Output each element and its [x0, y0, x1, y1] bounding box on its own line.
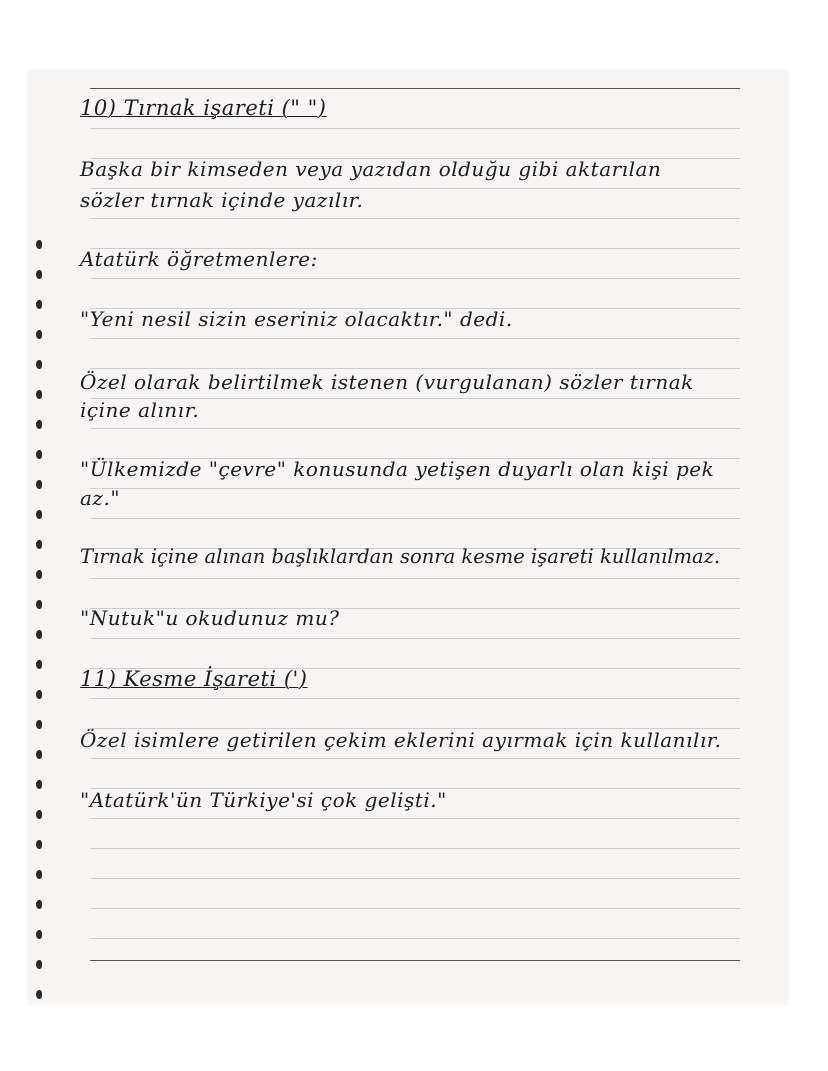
rule-line [90, 848, 740, 849]
rule-line [90, 488, 740, 489]
binding-hole [36, 810, 42, 819]
binding-hole [36, 630, 42, 639]
binding-hole [36, 360, 42, 369]
binding-hole [36, 990, 42, 999]
note-line: sözler tırnak içinde yazılır. [80, 188, 364, 212]
binding-hole [36, 510, 42, 519]
binding-hole [36, 840, 42, 849]
binding-hole [36, 660, 42, 669]
rule-line [90, 578, 740, 579]
rule-line [90, 518, 740, 519]
binding-hole [36, 480, 42, 489]
binding-hole [36, 240, 42, 249]
rule-line [90, 338, 740, 339]
binding-hole [36, 540, 42, 549]
section-heading-apostrophe: 11) Kesme İşareti (') [80, 667, 308, 691]
note-line: Atatürk öğretmenlere: [80, 247, 318, 271]
rule-line [90, 368, 740, 369]
binding-hole [36, 600, 42, 609]
note-line: Tırnak içine alınan başlıklardan sonra kesme işareti kullanılmaz. [80, 545, 721, 568]
note-line: Özel isimlere getirilen çekim eklerini ayırmak için kullanılır. [80, 728, 722, 752]
binding-hole [36, 930, 42, 939]
note-line: Özel olarak belirtilmek istenen (vurgulanan) sözler tırnak [80, 370, 694, 394]
example-line: "Ülkemizde "çevre" konusunda yetişen duyarlı olan kişi pek [80, 457, 715, 481]
rule-line [90, 878, 740, 879]
note-line: Başka bir kimseden veya yazıdan olduğu gibi aktarılan [80, 157, 662, 181]
rule-line [90, 218, 740, 219]
rule-line [90, 938, 740, 939]
binding-hole [36, 690, 42, 699]
binding-hole [36, 450, 42, 459]
rule-line [90, 128, 740, 129]
example-line: "Atatürk'ün Türkiye'si çok gelişti." [80, 788, 447, 812]
rule-line [90, 428, 740, 429]
binding-hole [36, 390, 42, 399]
rule-line [90, 278, 740, 279]
binding-hole [36, 570, 42, 579]
binding-hole [36, 270, 42, 279]
rule-line [90, 908, 740, 909]
top-margin-rule [90, 88, 740, 89]
binding-hole [36, 330, 42, 339]
binding-hole [36, 870, 42, 879]
note-line: içine alınır. [80, 398, 200, 422]
bottom-margin-rule [90, 960, 740, 961]
rule-line [90, 638, 740, 639]
rule-line [90, 758, 740, 759]
binding-hole [36, 300, 42, 309]
example-line: "Yeni nesil sizin eseriniz olacaktır." dedi. [80, 307, 513, 331]
example-line: az." [80, 486, 121, 510]
binding-hole [36, 780, 42, 789]
binding-hole [36, 750, 42, 759]
binding-hole [36, 960, 42, 969]
example-line: "Nutuk"u okudunuz mu? [80, 606, 340, 630]
binding-hole [36, 900, 42, 909]
rule-line [90, 818, 740, 819]
binding-hole [36, 420, 42, 429]
section-heading-quotation-marks: 10) Tırnak işareti (" ") [80, 96, 327, 120]
binding-hole [36, 720, 42, 729]
rule-line [90, 698, 740, 699]
